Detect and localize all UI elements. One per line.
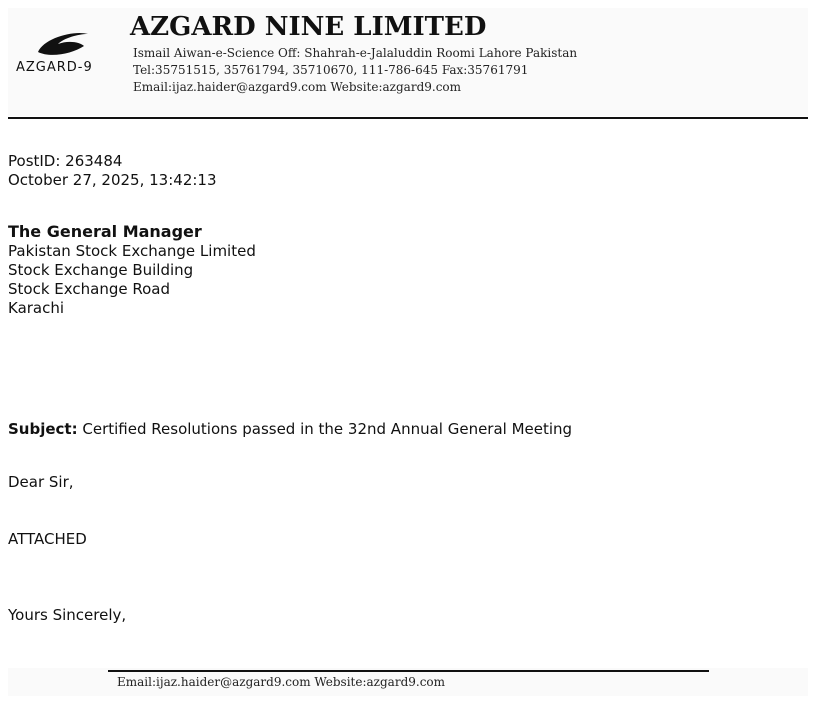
recipient-line: Stock Exchange Road <box>8 280 170 298</box>
recipient-title: The General Manager <box>8 222 202 241</box>
header-divider <box>8 117 808 119</box>
letter-body: ATTACHED <box>8 530 87 548</box>
subject-label: Subject: <box>8 420 78 438</box>
recipient-line: Pakistan Stock Exchange Limited <box>8 242 256 260</box>
logo-text: AZGARD-9 <box>16 60 93 75</box>
swoosh-logo-icon <box>34 30 90 58</box>
company-contact: Email:ijaz.haider@azgard9.com Website:azgard9.com <box>133 80 462 94</box>
closing: Yours Sincerely, <box>8 606 127 624</box>
company-address: Ismail Aiwan-e-Science Off: Shahrah-e-Jalaluddin Roomi Lahore Pakistan <box>133 46 578 60</box>
salutation: Dear Sir, <box>8 473 74 491</box>
letterhead <box>8 8 808 116</box>
footer-divider <box>108 670 709 672</box>
post-id: PostID: 263484 <box>8 152 123 170</box>
footer-contact: Email:ijaz.haider@azgard9.com Website:azgard9.com <box>117 675 446 689</box>
company-phone: Tel:35751515, 35761794, 35710670, 111-786-645 Fax:35761791 <box>133 63 529 77</box>
post-datetime: October 27, 2025, 13:42:13 <box>8 171 217 189</box>
company-name: AZGARD NINE LIMITED <box>130 12 487 42</box>
subject-line <box>8 420 572 439</box>
company-logo <box>16 30 108 80</box>
recipient-line: Karachi <box>8 299 65 317</box>
subject-text: Certified Resolutions passed in the 32nd Annual General Meeting <box>82 420 573 438</box>
recipient-line: Stock Exchange Building <box>8 261 194 279</box>
